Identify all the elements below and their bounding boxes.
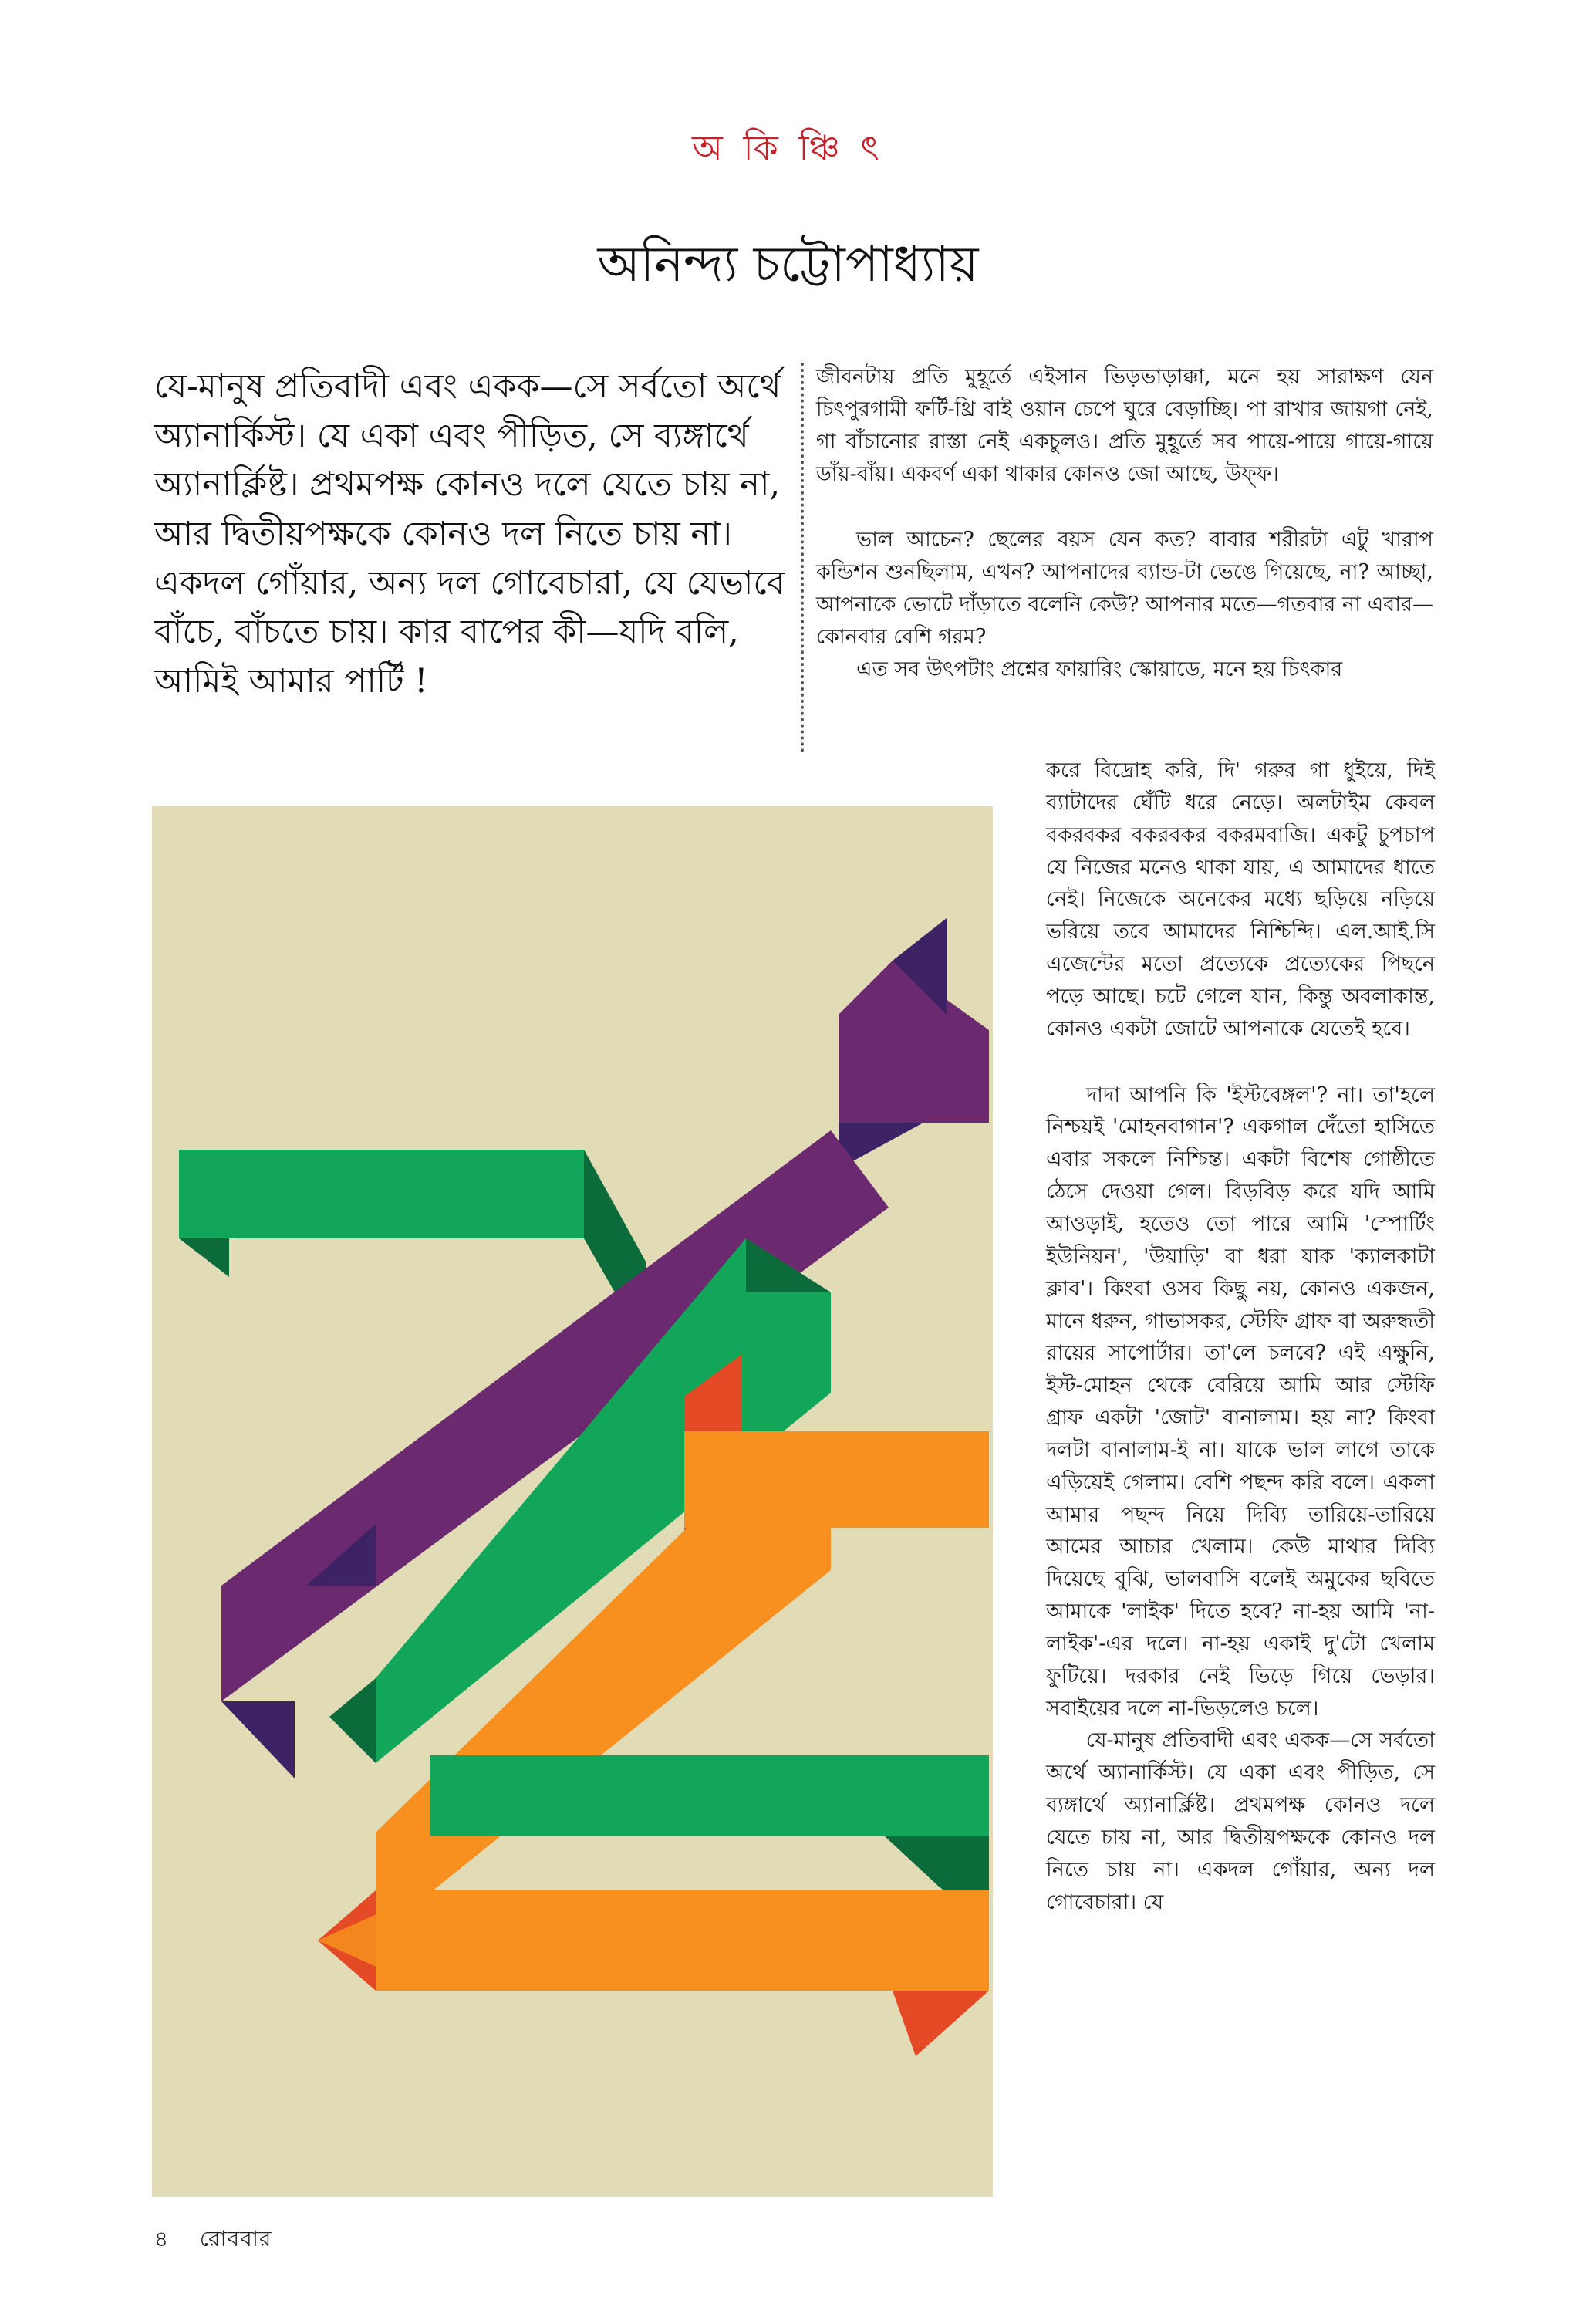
paragraph: দাদা আপনি কি 'ইস্টবেঙ্গল'? না। তা'হলে নিশ্চয়ই 'মোহনবাগান'? একগাল দেঁতো হাসিতে এবার সকলে নিশ্চিন্ত। একটা বিশেষ গোষ্ঠীতে ঠেসে দেওয়া গেল। বিড়বিড় করে যদি আমি আওড়াই, হতেও তো পারে আমি 'স্পোর্টিং ইউনিয়ন', 'উয়াড়ি' বা ধরা যাক 'ক্যালকাটা ক্লাব'। কিংবা ওসব কিছু নয়, কোনও একজন, মানে ধরুন, গাভাসকর, স্টেফি গ্রাফ বা অরুন্ধতী রায়ের সাপোর্টার। তা'লে চলবে? এই এক্ষুনি, ইস্ট-মোহন থেকে বেরিয়ে আমি আর স্টেফি গ্রাফ একটা 'জোট' বানালাম। হয় না? কিংবা দলটা বানালাম-ই না। যাকে ভাল লাগে তাকে এড়িয়েই গেলাম। বেশি পছন্দ করি বলে। একলা আমার পছন্দ নিয়ে দিব্যি তারিয়ে-তারিয়ে আমের আচার খেলাম। কেউ মাথার দিব্যি দিয়েছে বুঝি, ভালবাসি বলেই অমুকের ছবিতে আমাকে 'লাইক' দিতে হবে? না-হয় আমি 'না-লাইক'-এর দলে। না-হয় একাই দু'টো খেলাম ফুটিয়ে। দরকার নেই ভিড়ে গিয়ে ভেড়ার। সবাইয়ের দলে না-ভিড়লেও চলে। xyxy=(1046,1083,1435,1721)
page-footer xyxy=(154,2222,272,2258)
article-right-column xyxy=(1046,755,1435,1919)
folded-ribbons-icon xyxy=(152,806,993,2197)
column-divider xyxy=(801,363,804,752)
paragraph: ভাল আচেন? ছেলের বয়স যেন কত? বাবার শরীরটা এটু খারাপ কন্ডিশন শুনছিলাম, এখন? আপনাদের ব্যান্ড-টা ভেঙে গিয়েছে, না? আচ্ছা, আপনাকে ভোটে দাঁড়াতে বলেনি কেউ? আপনার মতে—গতবার না এবার—কোনবার বেশি গরম? xyxy=(816,528,1433,649)
magazine-name: রোববার xyxy=(199,2226,272,2251)
pull-quote: যে-মানুষ প্রতিবাদী এবং একক—সে সর্বতো অর্থে অ্যানার্কিস্ট। যে একা এবং পীড়িত, সে ব্যঙ্গার্থে অ্যানার্ক্লিষ্ট। প্রথমপক্ষ কোনও দলে যেতে চায় না, আর দ্বিতীয়পক্ষকে কোনও দল নিতে চায় না। একদল গোঁয়ার, অন্য দল গোবেচারা, যে যেভাবে বাঁচে, বাঁচতে চায়। কার বাপের কী—যদি বলি, আমিই আমার পার্টি ! xyxy=(154,367,785,701)
section-label: অ কি ঞ্চি ৎ xyxy=(692,127,884,169)
ribbon-illustration xyxy=(152,806,993,2197)
page-number: ৪ xyxy=(154,2226,170,2251)
paragraph: জীবনটায় প্রতি মুহূর্তে এইসান ভিড়ভাড়াক্কা, মনে হয় সারাক্ষণ যেন চিৎপুরগামী ফর্টি-থ্রি বাই ওয়ান চেপে ঘুরে বেড়াচ্ছি। পা রাখার জায়গা নেই, গা বাঁচানোর রাস্তা নেই একচুলও। প্রতি মুহূর্তে সব পায়ে-পায়ে গায়ে-গায়ে ডাঁয়-বাঁয়। একবর্ণ একা থাকার কোনও জো আছে, উফ্ফ। xyxy=(816,365,1433,486)
paragraph: যে-মানুষ প্রতিবাদী এবং একক—সে সর্বতো অর্থে অ্যানার্কিস্ট। যে একা এবং পীড়িত, সে ব্যঙ্গার্থে অ্যানার্ক্লিষ্ট। প্রথমপক্ষ কোনও দলে যেতে চায় না, আর দ্বিতীয়পক্ষকে কোনও দল নিতে চায় না। একদল গোঁয়ার, অন্য দল গোবেচারা। যে xyxy=(1046,1728,1435,1914)
article-top-column xyxy=(816,361,1433,686)
paragraph: এত সব উৎপটাং প্রশ্নের ফায়ারিং স্কোয়াডে, মনে হয় চিৎকার xyxy=(856,657,1343,681)
paragraph: করে বিদ্রোহ করি, দি' গরুর গা ধুইয়ে, দিই ব্যাটাদের ঘেঁটি ধরে নেড়ে। অলটাইম কেবল বকরবকর বকরবকর বকরমবাজি। একটু চুপচাপ যে নিজের মনেও থাকা যায়, এ আমাদের ধাতে নেই। নিজেকে অনেকের মধ্যে ছড়িয়ে নড়িয়ে ভরিয়ে তবে আমাদের নিশ্চিন্দি। এল.আই.সি এজেন্টের মতো প্রত্যেকে প্রত্যেকের পিছনে পড়ে আছে। চটে গেলে যান, কিন্তু অবলাকান্ত, কোনও একটা জোটে আপনাকে যেতেই হবে। xyxy=(1046,758,1435,1041)
author-name: অনিন্দ্য চট্টোপাধ্যায় xyxy=(597,236,979,293)
